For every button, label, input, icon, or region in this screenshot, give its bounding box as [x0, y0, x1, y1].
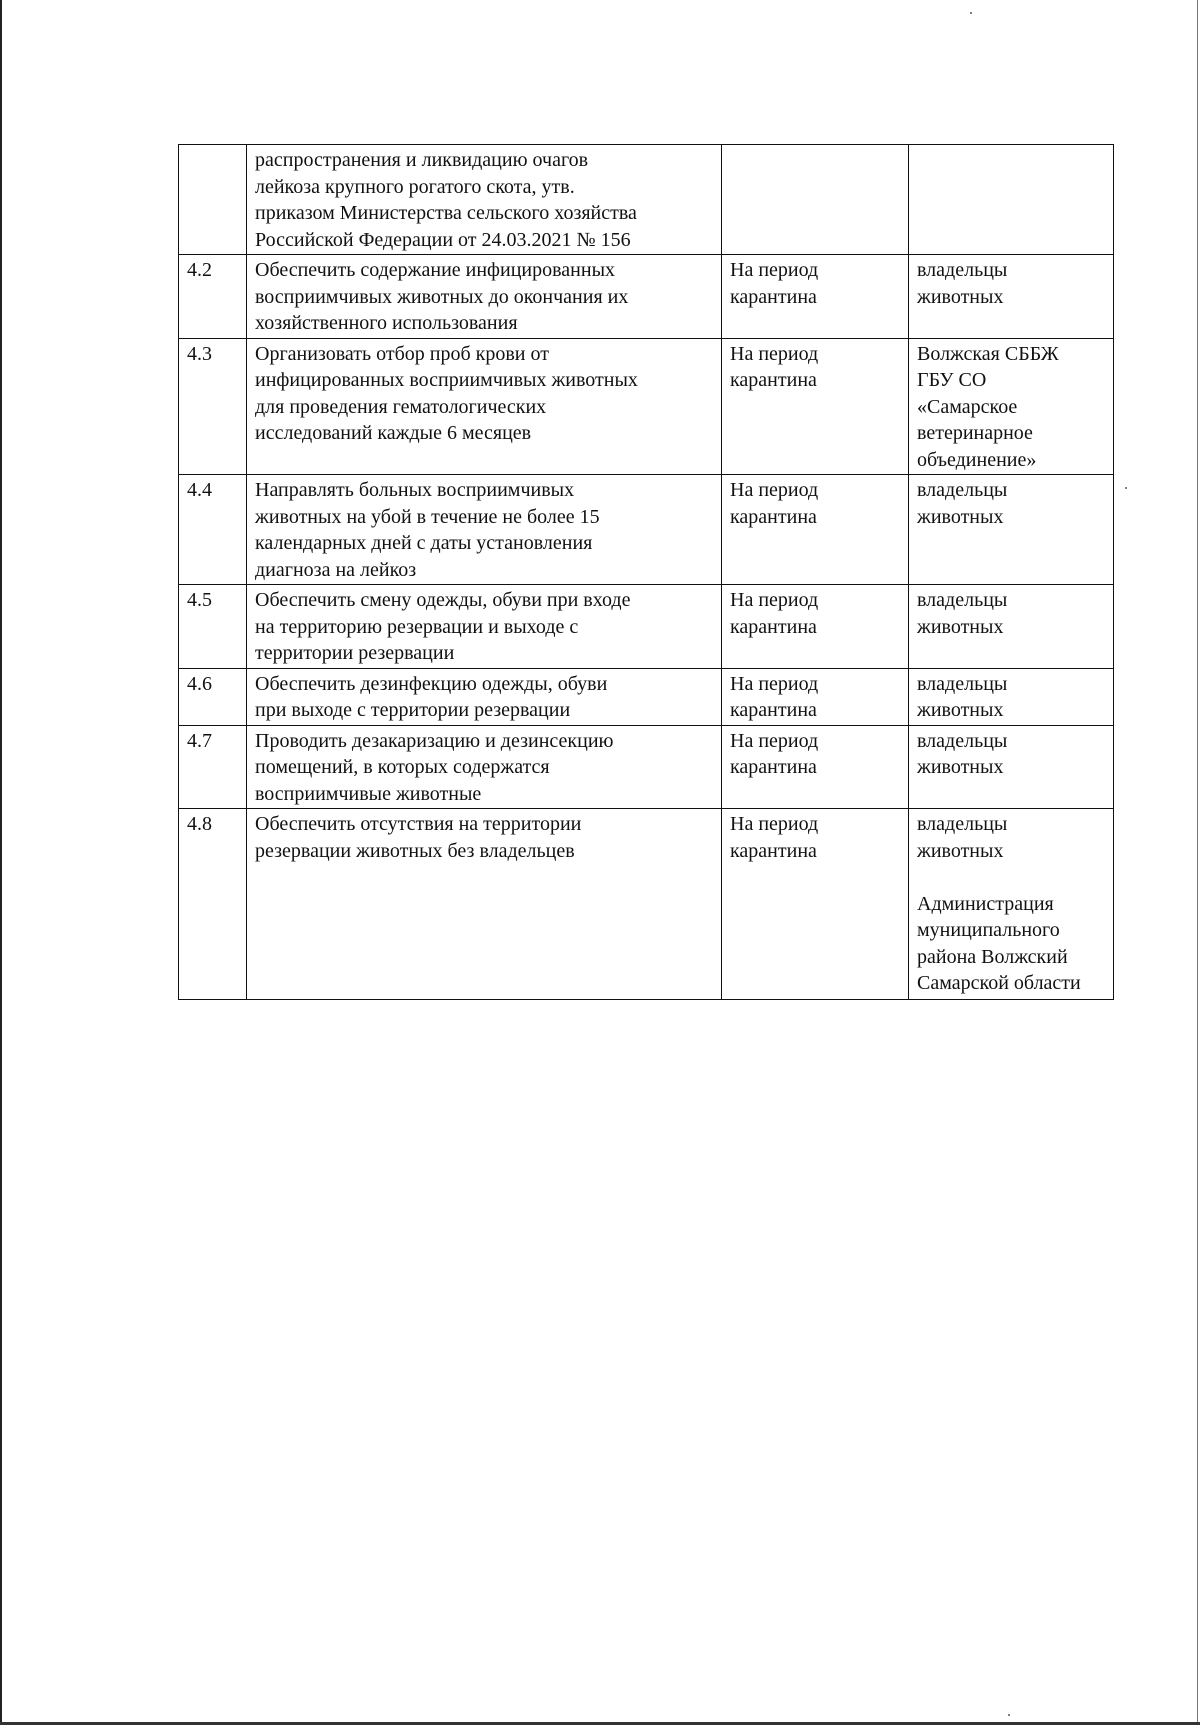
measures-table: [178, 144, 1114, 1000]
row-number: 4.5: [179, 585, 247, 669]
table-row: [179, 668, 1114, 725]
row-number: 4.3: [179, 338, 247, 475]
responsible-text: владельцы животных: [909, 475, 1114, 585]
action-text: Направлять больных восприимчивых животных на убой в течение не более 15 календарных дней с даты установления диагноза на лейкоз: [247, 475, 722, 585]
row-number: 4.8: [179, 809, 247, 1000]
responsible-text: владельцы животных: [909, 255, 1114, 339]
table-row: [179, 475, 1114, 585]
responsible-text: Волжская СББЖ ГБУ СО «Самарское ветеринарное объединение»: [909, 338, 1114, 475]
scan-speck: [1125, 487, 1127, 489]
row-number: 4.6: [179, 668, 247, 725]
action-text: Обеспечить содержание инфицированных восприимчивых животных до окончания их хозяйственного использования: [247, 255, 722, 339]
table-row: [179, 145, 1114, 255]
row-number: 4.7: [179, 725, 247, 809]
term-text: На период карантина: [722, 255, 909, 339]
action-text: Обеспечить дезинфекцию одежды, обуви при выходе с территории резервации: [247, 668, 722, 725]
row-number: 4.2: [179, 255, 247, 339]
term-text: На период карантина: [722, 668, 909, 725]
term-text: На период карантина: [722, 338, 909, 475]
term-text: На период карантина: [722, 809, 909, 1000]
table-row: [179, 725, 1114, 809]
action-text: распространения и ликвидацию очагов лейкоза крупного рогатого скота, утв. приказом Министерства сельского хозяйства Российской Федерации от 24.03.2021 № 156: [247, 145, 722, 255]
action-text: Проводить дезакаризацию и дезинсекцию помещений, в которых содержатся восприимчивые животные: [247, 725, 722, 809]
action-text: Организовать отбор проб крови от инфицированных восприимчивых животных для проведения гематологических исследований каждые 6 месяцев: [247, 338, 722, 475]
scan-speck: [970, 12, 972, 14]
responsible-text: владельцы животных Администрация муниципального района Волжский Самарской области: [909, 809, 1114, 1000]
row-number: [179, 145, 247, 255]
scan-edge-left: [0, 0, 2, 1725]
table-row: [179, 809, 1114, 1000]
responsible-text: владельцы животных: [909, 585, 1114, 669]
responsible-text: владельцы животных: [909, 668, 1114, 725]
action-text: Обеспечить отсутствия на территории резервации животных без владельцев: [247, 809, 722, 1000]
table-row: [179, 585, 1114, 669]
table-row: [179, 338, 1114, 475]
scan-speck: [1008, 1714, 1010, 1716]
term-text: На период карантина: [722, 725, 909, 809]
responsible-text: [909, 145, 1114, 255]
row-number: 4.4: [179, 475, 247, 585]
responsible-text: владельцы животных: [909, 725, 1114, 809]
action-text: Обеспечить смену одежды, обуви при входе на территорию резервации и выходе с территории резервации: [247, 585, 722, 669]
term-text: [722, 145, 909, 255]
term-text: На период карантина: [722, 585, 909, 669]
table-row: [179, 255, 1114, 339]
scan-edge-right: [1197, 0, 1198, 1725]
term-text: На период карантина: [722, 475, 909, 585]
